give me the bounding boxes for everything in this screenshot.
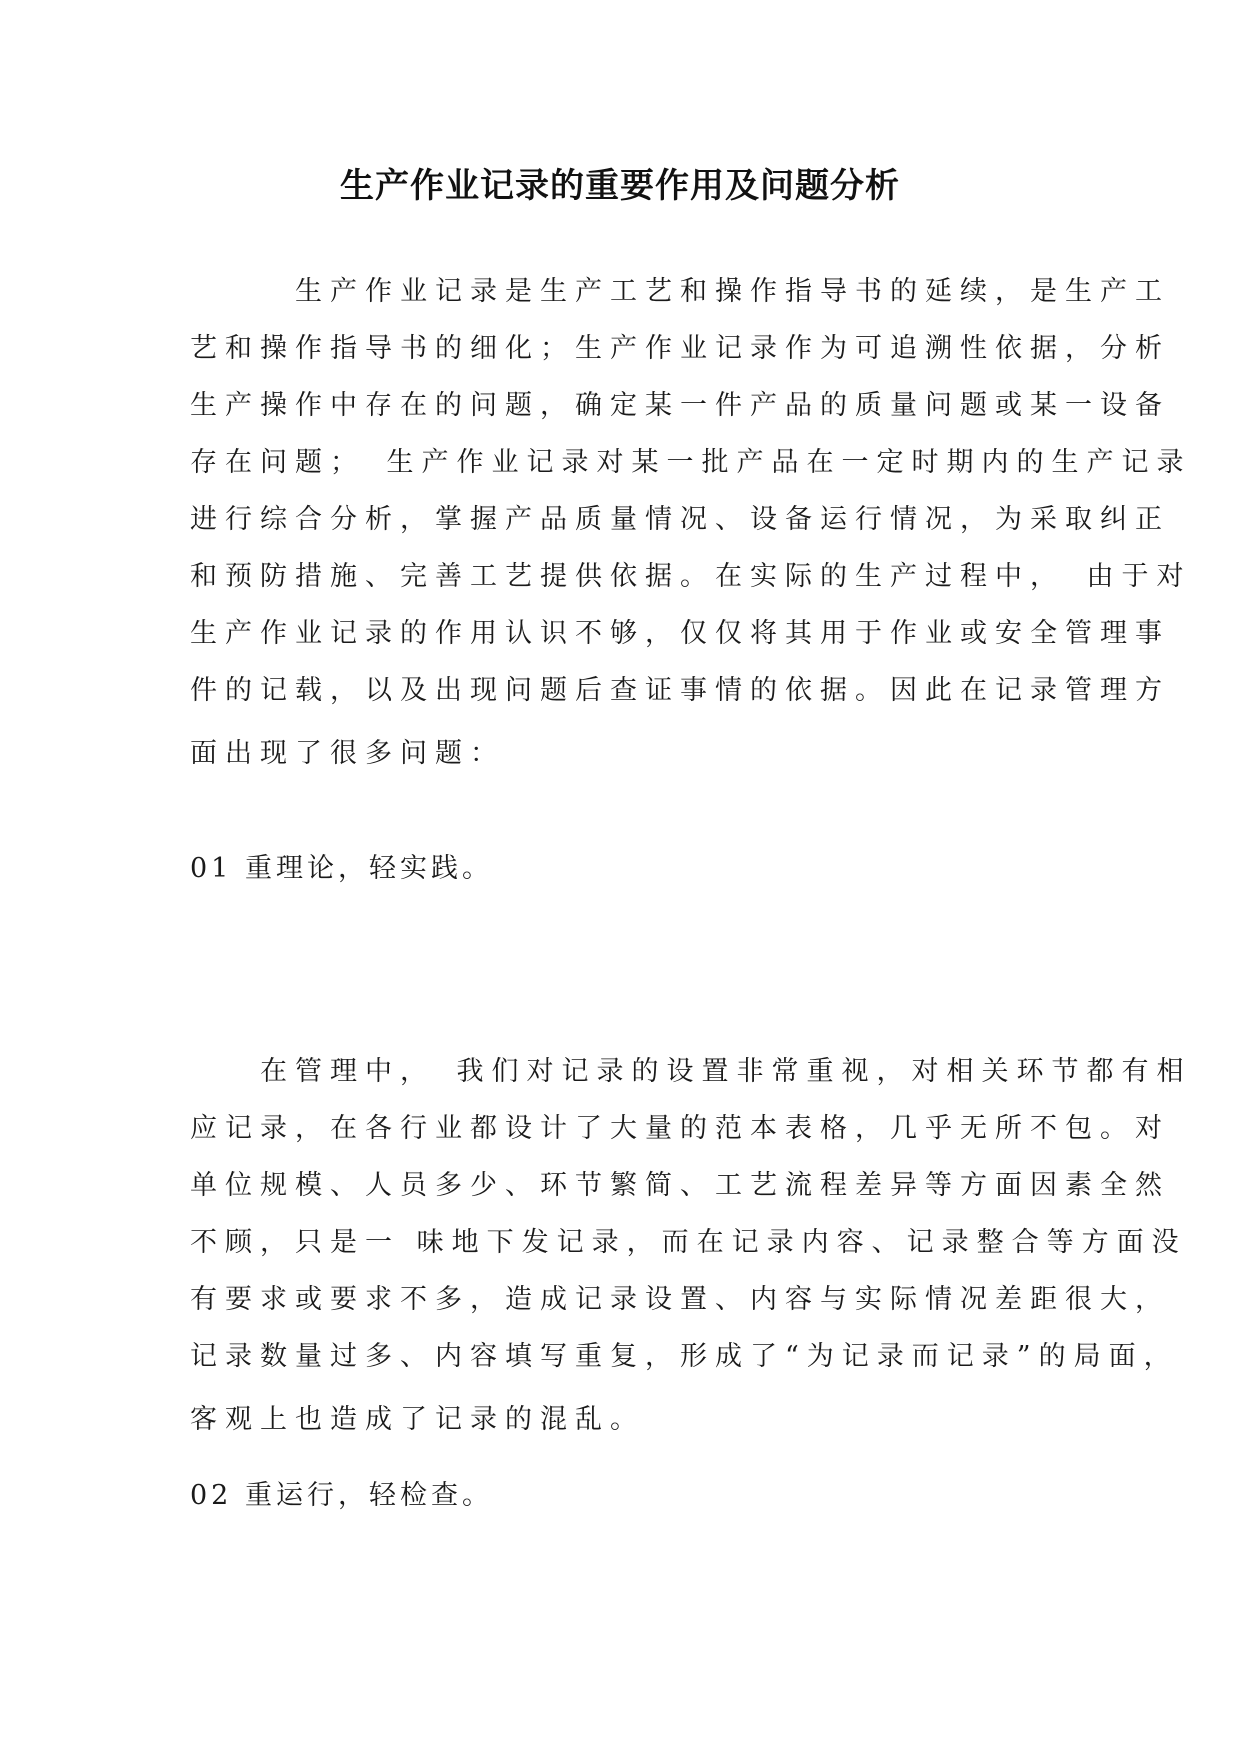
paragraph-line: 单位规模、人员多少、环节繁简、工艺流程差异等方面因素全然: [190, 1170, 1170, 1201]
paragraph-line: 件的记载，以及出现问题后查证事情的依据。因此在记录管理方: [190, 675, 1170, 706]
paragraph-line: 面出现了很多问题：: [190, 738, 505, 769]
paragraph-line: 有要求或要求不多，造成记录设置、内容与实际情况差距很大，: [190, 1284, 1170, 1315]
document-title: 生产作业记录的重要作用及问题分析: [340, 166, 900, 206]
paragraph-line: 生产作业记录的作用认识不够，仅仅将其用于作业或安全管理事: [190, 618, 1170, 649]
paragraph-2: [190, 1043, 1192, 1448]
paragraph-line: 生产作业记录是生产工艺和操作指导书的延续，是生产工: [190, 276, 1170, 307]
paragraph-1: [190, 263, 1192, 782]
section-heading-1: 01 重理论，轻实践。: [190, 853, 493, 884]
paragraph-line: 客观上也造成了记录的混乱。: [190, 1404, 645, 1435]
paragraph-line: 存在问题； 生产作业记录对某一批产品在一定时期内的生产记录: [190, 447, 1192, 478]
paragraph-line: 艺和操作指导书的细化；生产作业记录作为可追溯性依据，分析: [190, 333, 1170, 364]
paragraph-line: 不顾，只是一 味地下发记录，而在记录内容、记录整合等方面没: [190, 1227, 1187, 1258]
paragraph-line: 在管理中， 我们对记录的设置非常重视，对相关环节都有相: [190, 1056, 1192, 1087]
paragraph-line: 生产操作中存在的问题，确定某一件产品的质量问题或某一设备: [190, 390, 1170, 421]
paragraph-line: 和预防措施、完善工艺提供依据。在实际的生产过程中， 由于对: [190, 561, 1192, 592]
paragraph-line: 记录数量过多、内容填写重复，形成了“为记录而记录”的局面，: [190, 1341, 1179, 1372]
section-heading-2: 02 重运行，轻检查。: [190, 1480, 493, 1511]
paragraph-line: 应记录，在各行业都设计了大量的范本表格，几乎无所不包。对: [190, 1113, 1170, 1144]
paragraph-line: 进行综合分析，掌握产品质量情况、设备运行情况，为采取纠正: [190, 504, 1170, 535]
